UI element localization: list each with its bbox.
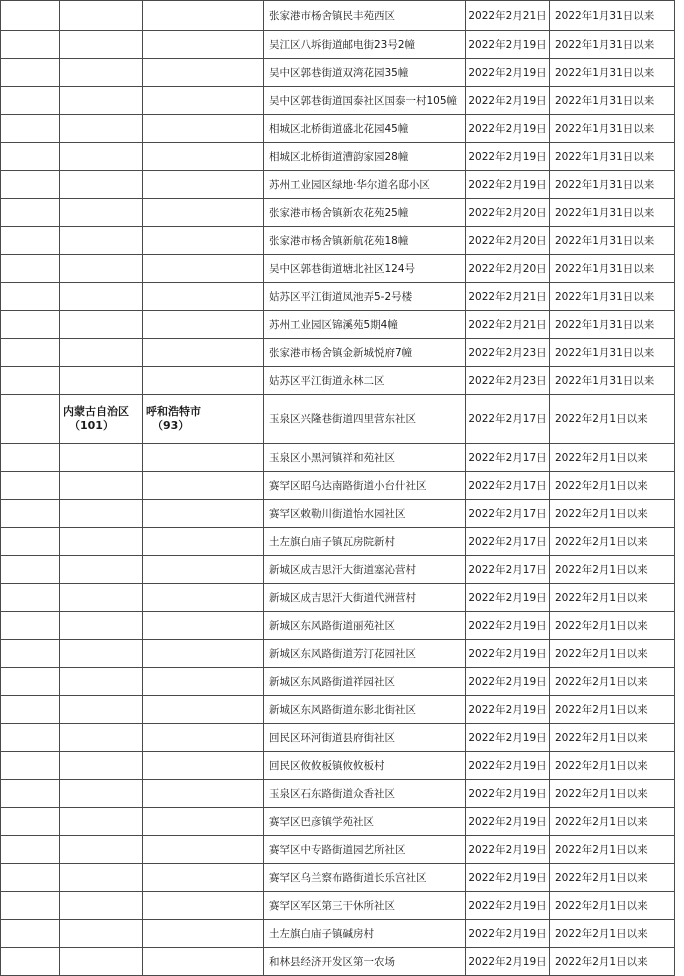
date-cell: 2022年2月17日 [466,444,550,472]
table-row [1,227,675,255]
date-cell: 2022年2月19日 [466,864,550,892]
city-cell [143,808,264,836]
blank-cell [1,283,60,311]
since-cell: 2022年1月31日以来 [550,255,675,283]
location-cell: 姑苏区平江街道凤池弄5-2号楼 [264,283,466,311]
date-cell: 2022年2月19日 [466,696,550,724]
blank-cell [1,59,60,87]
date-cell: 2022年2月17日 [466,528,550,556]
location-cell: 赛罕区乌兰察布路街道长乐宫社区 [264,864,466,892]
city-cell [143,199,264,227]
since-cell: 2022年1月31日以来 [550,143,675,171]
since-cell: 2022年1月31日以来 [550,283,675,311]
province-cell [60,31,143,59]
province-cell [60,367,143,395]
province-count: （101） [69,419,114,432]
table-row [1,255,675,283]
province-cell [60,612,143,640]
province-cell [60,920,143,948]
since-cell: 2022年2月1日以来 [550,556,675,584]
location-cell: 相城区北桥街道漕韵家园28幢 [264,143,466,171]
table-row [1,199,675,227]
since-cell: 2022年1月31日以来 [550,1,675,31]
since-cell: 2022年2月1日以来 [550,836,675,864]
since-cell: 2022年2月1日以来 [550,808,675,836]
city-cell [143,367,264,395]
date-cell: 2022年2月23日 [466,339,550,367]
city-cell [143,696,264,724]
since-cell: 2022年1月31日以来 [550,227,675,255]
date-cell: 2022年2月19日 [466,724,550,752]
province-cell [60,640,143,668]
location-cell: 赛罕区巴彦镇学苑社区 [264,808,466,836]
location-cell: 吴中区郭巷街道国泰社区国泰一村105幢 [264,87,466,115]
blank-cell [1,87,60,115]
location-cell: 回民区攸攸板镇攸攸板村 [264,752,466,780]
location-cell: 吴江区八坼街道邮电街23号2幢 [264,31,466,59]
blank-cell [1,696,60,724]
table-row [1,864,675,892]
table-row [1,444,675,472]
table-row [1,115,675,143]
blank-cell [1,640,60,668]
date-cell: 2022年2月19日 [466,808,550,836]
blank-cell [1,920,60,948]
blank-cell [1,367,60,395]
date-cell: 2022年2月19日 [466,780,550,808]
city-name: 呼和浩特市 [146,405,201,418]
blank-cell [1,780,60,808]
location-cell: 新城区东风路街道丽苑社区 [264,612,466,640]
blank-cell [1,808,60,836]
city-cell [143,59,264,87]
since-cell: 2022年2月1日以来 [550,724,675,752]
province-cell [60,1,143,31]
table-body [1,1,675,976]
blank-cell [1,227,60,255]
since-cell: 2022年2月1日以来 [550,528,675,556]
date-cell: 2022年2月19日 [466,920,550,948]
city-cell [143,584,264,612]
table-row [1,283,675,311]
since-cell: 2022年2月1日以来 [550,395,675,444]
date-cell: 2022年2月19日 [466,752,550,780]
city-cell [143,143,264,171]
blank-cell [1,668,60,696]
table-row [1,780,675,808]
location-cell: 张家港市杨舍镇金新城悦府7幢 [264,339,466,367]
province-cell [60,444,143,472]
blank-cell [1,311,60,339]
province-cell [60,696,143,724]
date-cell: 2022年2月19日 [466,892,550,920]
city-cell [143,87,264,115]
blank-cell [1,395,60,444]
since-cell: 2022年1月31日以来 [550,59,675,87]
city-cell [143,444,264,472]
table-row [1,612,675,640]
province-cell [60,808,143,836]
date-cell: 2022年2月19日 [466,59,550,87]
city-cell [143,31,264,59]
location-cell: 土左旗白庙子镇瓦房院新村 [264,528,466,556]
table-row [1,724,675,752]
city-cell [143,500,264,528]
table-row [1,472,675,500]
table-row [1,171,675,199]
table-row [1,640,675,668]
location-cell: 回民区环河街道县府街社区 [264,724,466,752]
city-cell [143,255,264,283]
blank-cell [1,556,60,584]
location-cell: 苏州工业园区绿地·华尔道名邸小区 [264,171,466,199]
table-row [1,87,675,115]
blank-cell [1,255,60,283]
since-cell: 2022年1月31日以来 [550,31,675,59]
date-cell: 2022年2月21日 [466,283,550,311]
province-cell [60,227,143,255]
location-cell: 赛罕区中专路街道园艺所社区 [264,836,466,864]
date-cell: 2022年2月17日 [466,472,550,500]
city-cell [143,612,264,640]
date-cell: 2022年2月23日 [466,367,550,395]
blank-cell [1,864,60,892]
province-cell [60,143,143,171]
date-cell: 2022年2月20日 [466,255,550,283]
blank-cell [1,612,60,640]
city-cell [143,171,264,199]
date-cell: 2022年2月19日 [466,143,550,171]
province-cell [60,948,143,976]
since-cell: 2022年1月31日以来 [550,171,675,199]
table-row [1,500,675,528]
province-cell [60,171,143,199]
province-cell [60,528,143,556]
since-cell: 2022年2月1日以来 [550,864,675,892]
table-row [1,31,675,59]
city-cell [143,395,264,444]
since-cell: 2022年1月31日以来 [550,311,675,339]
date-cell: 2022年2月17日 [466,395,550,444]
blank-cell [1,528,60,556]
blank-cell [1,724,60,752]
since-cell: 2022年2月1日以来 [550,752,675,780]
table-row [1,752,675,780]
location-cell: 新城区成吉思汗大街道代洲营村 [264,584,466,612]
province-cell [60,752,143,780]
date-cell: 2022年2月19日 [466,668,550,696]
province-cell [60,199,143,227]
blank-cell [1,115,60,143]
table-row [1,59,675,87]
date-cell: 2022年2月19日 [466,612,550,640]
city-cell [143,556,264,584]
location-cell: 新城区东风路街道祥园社区 [264,668,466,696]
city-cell [143,1,264,31]
province-cell [60,500,143,528]
province-cell [60,668,143,696]
location-cell: 赛罕区昭乌达南路街道小台什社区 [264,472,466,500]
since-cell: 2022年1月31日以来 [550,115,675,143]
blank-cell [1,500,60,528]
location-cell: 吴中区郭巷街道双湾花园35幢 [264,59,466,87]
province-cell [60,395,143,444]
date-cell: 2022年2月19日 [466,31,550,59]
blank-cell [1,836,60,864]
province-cell [60,864,143,892]
blank-cell [1,1,60,31]
since-cell: 2022年2月1日以来 [550,668,675,696]
table-row [1,584,675,612]
since-cell: 2022年2月1日以来 [550,500,675,528]
city-cell [143,283,264,311]
province-cell [60,472,143,500]
city-cell [143,339,264,367]
since-cell: 2022年1月31日以来 [550,199,675,227]
province-cell [60,556,143,584]
date-cell: 2022年2月21日 [466,1,550,31]
date-cell: 2022年2月21日 [466,311,550,339]
location-cell: 赛罕区敕勒川街道怡水园社区 [264,500,466,528]
blank-cell [1,892,60,920]
location-cell: 张家港市杨舍镇新农花苑25幢 [264,199,466,227]
date-cell: 2022年2月19日 [466,171,550,199]
since-cell: 2022年1月31日以来 [550,87,675,115]
province-cell [60,724,143,752]
location-cell: 赛罕区军区第三干休所社区 [264,892,466,920]
date-cell: 2022年2月19日 [466,115,550,143]
table-row [1,668,675,696]
date-cell: 2022年2月19日 [466,87,550,115]
since-cell: 2022年2月1日以来 [550,892,675,920]
table-row [1,528,675,556]
province-cell [60,283,143,311]
location-cell: 玉泉区石东路街道众香社区 [264,780,466,808]
province-cell [60,255,143,283]
since-cell: 2022年2月1日以来 [550,696,675,724]
location-cell: 相城区北桥街道盛北花园45幢 [264,115,466,143]
location-cell: 吴中区郭巷街道塘北社区124号 [264,255,466,283]
blank-cell [1,143,60,171]
date-cell: 2022年2月19日 [466,836,550,864]
table-row [1,556,675,584]
city-cell [143,472,264,500]
table-row [1,836,675,864]
date-cell: 2022年2月17日 [466,500,550,528]
location-cell: 新城区东风路街道东影北街社区 [264,696,466,724]
blank-cell [1,584,60,612]
city-cell [143,724,264,752]
table-row [1,892,675,920]
location-cell: 新城区成吉思汗大街道塞沁营村 [264,556,466,584]
since-cell: 2022年2月1日以来 [550,444,675,472]
city-cell [143,528,264,556]
date-cell: 2022年2月20日 [466,227,550,255]
table-row [1,367,675,395]
table-row [1,311,675,339]
city-cell [143,780,264,808]
table-row [1,339,675,367]
location-cell: 张家港市杨舍镇新航花苑18幢 [264,227,466,255]
city-cell [143,311,264,339]
blank-cell [1,444,60,472]
province-cell [60,892,143,920]
since-cell: 2022年2月1日以来 [550,920,675,948]
since-cell: 2022年2月1日以来 [550,948,675,976]
date-cell: 2022年2月19日 [466,584,550,612]
date-cell: 2022年2月19日 [466,948,550,976]
city-count: （93） [152,419,190,432]
location-cell: 苏州工业园区锦溪苑5期4幢 [264,311,466,339]
location-cell: 张家港市杨舍镇民丰苑西区 [264,1,466,31]
since-cell: 2022年1月31日以来 [550,367,675,395]
province-cell [60,780,143,808]
province-name: 内蒙古自治区 [63,405,129,418]
city-cell [143,115,264,143]
table-row [1,696,675,724]
city-cell [143,892,264,920]
province-cell [60,339,143,367]
province-cell [60,836,143,864]
date-cell: 2022年2月20日 [466,199,550,227]
location-cell: 土左旗白庙子镇碱房村 [264,920,466,948]
blank-cell [1,199,60,227]
location-cell: 姑苏区平江街道永林二区 [264,367,466,395]
location-cell: 玉泉区小黑河镇祥和苑社区 [264,444,466,472]
blank-cell [1,31,60,59]
blank-cell [1,948,60,976]
table-row [1,1,675,31]
table-row [1,395,675,444]
since-cell: 2022年2月1日以来 [550,472,675,500]
location-cell: 玉泉区兴隆巷街道四里营东社区 [264,395,466,444]
province-cell [60,59,143,87]
blank-cell [1,171,60,199]
since-cell: 2022年2月1日以来 [550,584,675,612]
table-row [1,143,675,171]
since-cell: 2022年2月1日以来 [550,640,675,668]
since-cell: 2022年1月31日以来 [550,339,675,367]
city-cell [143,752,264,780]
blank-cell [1,752,60,780]
city-cell [143,920,264,948]
table-row [1,920,675,948]
blank-cell [1,472,60,500]
location-cell: 新城区东风路街道芳汀花园社区 [264,640,466,668]
date-cell: 2022年2月17日 [466,556,550,584]
since-cell: 2022年2月1日以来 [550,780,675,808]
city-cell [143,640,264,668]
province-cell [60,115,143,143]
blank-cell [1,339,60,367]
location-cell: 和林县经济开发区第一农场 [264,948,466,976]
table-row [1,808,675,836]
province-cell [60,584,143,612]
city-cell [143,948,264,976]
since-cell: 2022年2月1日以来 [550,612,675,640]
date-cell: 2022年2月19日 [466,640,550,668]
province-cell [60,87,143,115]
province-cell [60,311,143,339]
city-cell [143,668,264,696]
table-row [1,948,675,976]
city-cell [143,864,264,892]
city-cell [143,227,264,255]
city-cell [143,836,264,864]
